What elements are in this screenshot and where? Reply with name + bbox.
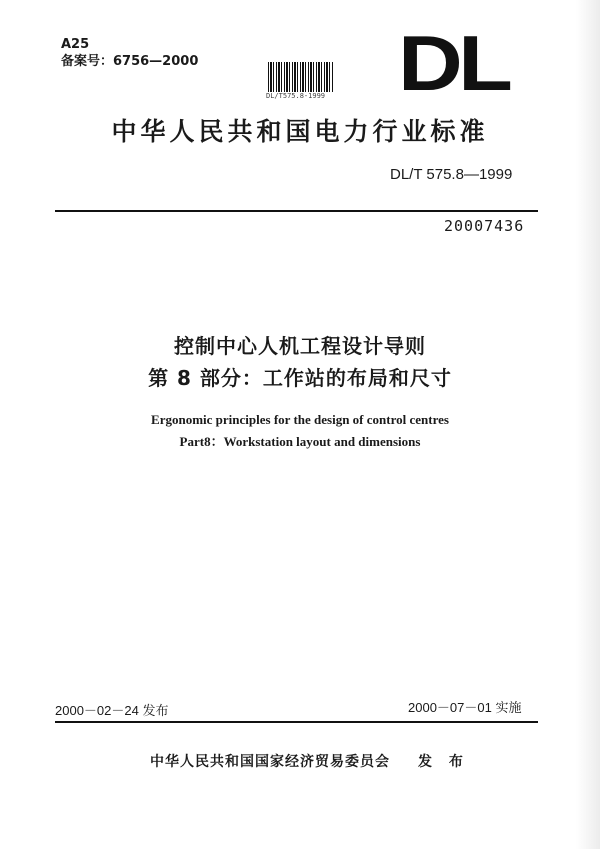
issue-label: 发 布 <box>418 754 469 770</box>
bottom-divider <box>55 721 538 723</box>
classification-block <box>61 36 198 70</box>
issuing-authority: 中华人民共和国国家经济贸易委员会 <box>150 754 390 770</box>
record-number: 备案号：6756—2000 <box>61 54 199 69</box>
barcode-text: DL/T575.8-1999 <box>266 92 326 100</box>
top-divider <box>55 210 538 212</box>
english-title-line2: Part8：Workstation layout and dimensions <box>179 434 421 449</box>
standard-code: DL/T 575.8—1999 <box>390 166 513 183</box>
standard-title: 中华人民共和国电力行业标准 <box>111 117 489 146</box>
archive-number: 20007436 <box>444 217 525 235</box>
publish-date: 2000－02－24 发布 <box>55 703 169 718</box>
english-title-line1: Ergonomic principles for the design of control centres <box>151 412 449 427</box>
implement-date: 2000－07－01 实施 <box>408 700 522 715</box>
ccs-code: A25 <box>61 37 90 52</box>
document-title-line1: 控制中心人机工程设计导则 <box>174 334 426 358</box>
scan-edge-shadow <box>576 0 600 849</box>
dl-logo: DL <box>398 19 509 107</box>
document-title-line2: 第 8 部分：工作站的布局和尺寸 <box>148 366 452 390</box>
barcode-image <box>268 62 334 92</box>
